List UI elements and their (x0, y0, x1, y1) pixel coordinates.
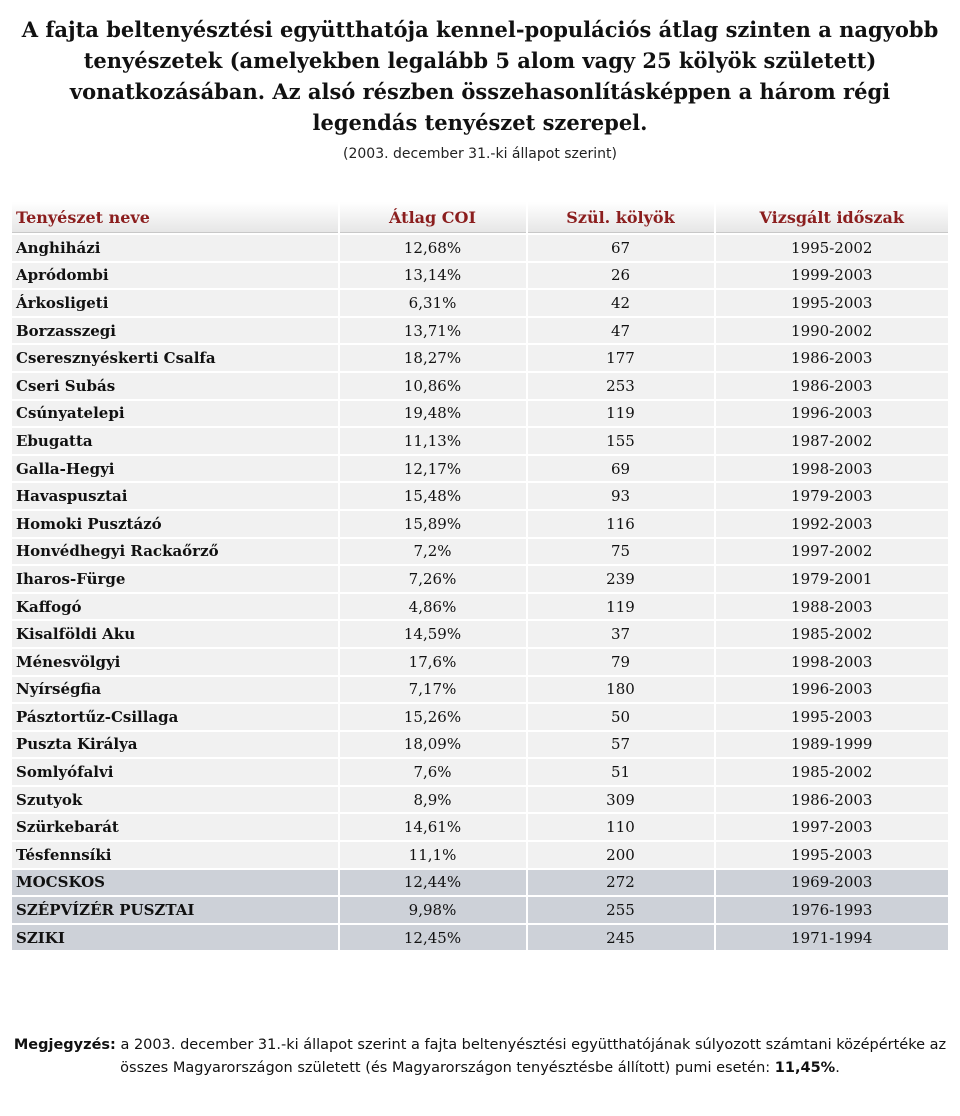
puppies-cell: 67 (528, 235, 714, 261)
table-row (12, 428, 948, 454)
kennel-name-cell: Ménesvölgyi (12, 649, 338, 675)
avg-coi-cell: 4,86% (340, 594, 526, 620)
table-row (12, 483, 948, 509)
kennel-name-cell: Kaffogó (12, 594, 338, 620)
puppies-cell: 47 (528, 318, 714, 344)
period-cell: 1971-1994 (716, 925, 949, 951)
table-row (12, 594, 948, 620)
period-cell: 1996-2003 (716, 401, 949, 427)
period-cell: 1995-2003 (716, 842, 949, 868)
kennel-name-cell: Kisalföldi Aku (12, 621, 338, 647)
kennel-name-cell: Tésfennsíki (12, 842, 338, 868)
puppies-cell: 180 (528, 677, 714, 703)
kennel-name-cell: Somlyófalvi (12, 759, 338, 785)
avg-coi-cell: 8,9% (340, 787, 526, 813)
footnote (10, 1034, 950, 1080)
table-row (12, 456, 948, 482)
avg-coi-cell: 10,86% (340, 373, 526, 399)
period-cell: 1995-2003 (716, 290, 949, 316)
table-row (12, 401, 948, 427)
period-cell: 1979-2001 (716, 566, 949, 592)
kennel-name-cell: Galla-Hegyi (12, 456, 338, 482)
puppies-cell: 272 (528, 870, 714, 896)
avg-coi-cell: 14,61% (340, 814, 526, 840)
legendary-table-row (12, 897, 948, 923)
table-row (12, 345, 948, 371)
kennel-name-cell: SZÉPVÍZÉR PUSZTAI (12, 897, 338, 923)
avg-coi-cell: 7,6% (340, 759, 526, 785)
table-row (12, 621, 948, 647)
kennel-name-cell: Anghiházi (12, 235, 338, 261)
period-cell: 1999-2003 (716, 263, 949, 289)
avg-coi-cell: 14,59% (340, 621, 526, 647)
period-cell: 1990-2002 (716, 318, 949, 344)
avg-coi-cell: 15,48% (340, 483, 526, 509)
kennel-name-cell: Szutyok (12, 787, 338, 813)
table-row (12, 290, 948, 316)
footnote-text: a 2003. december 31.-ki állapot szerint a fajta beltenyésztési együtthatójának súlyozott számtani középértéke az összes Magyarországon született (és Magyarországon tenyésztésbe állított) pumi esetén: (115, 1037, 947, 1076)
puppies-cell: 119 (528, 401, 714, 427)
period-cell: 1969-2003 (716, 870, 949, 896)
table-header-row (12, 202, 948, 233)
kennel-name-cell: Apródombi (12, 263, 338, 289)
puppies-cell: 79 (528, 649, 714, 675)
period-cell: 1986-2003 (716, 373, 949, 399)
legendary-table-row (12, 925, 948, 951)
puppies-cell: 253 (528, 373, 714, 399)
table-row (12, 732, 948, 758)
header-period: Vizsgált időszak (716, 202, 949, 233)
puppies-cell: 69 (528, 456, 714, 482)
table-body (12, 235, 948, 950)
kennel-name-cell: Szürkebarát (12, 814, 338, 840)
period-cell: 1986-2003 (716, 787, 949, 813)
avg-coi-cell: 17,6% (340, 649, 526, 675)
puppies-cell: 245 (528, 925, 714, 951)
avg-coi-cell: 12,44% (340, 870, 526, 896)
table-row (12, 263, 948, 289)
puppies-cell: 37 (528, 621, 714, 647)
kennel-name-cell: MOCSKOS (12, 870, 338, 896)
legendary-table-row (12, 870, 948, 896)
avg-coi-cell: 7,2% (340, 539, 526, 565)
table-row (12, 566, 948, 592)
coi-table (10, 200, 950, 952)
kennel-name-cell: Ebugatta (12, 428, 338, 454)
avg-coi-cell: 12,68% (340, 235, 526, 261)
puppies-cell: 42 (528, 290, 714, 316)
table-row (12, 759, 948, 785)
avg-coi-cell: 13,14% (340, 263, 526, 289)
kennel-name-cell: Homoki Pusztázó (12, 511, 338, 537)
avg-coi-cell: 11,13% (340, 428, 526, 454)
puppies-cell: 255 (528, 897, 714, 923)
puppies-cell: 239 (528, 566, 714, 592)
puppies-cell: 51 (528, 759, 714, 785)
kennel-name-cell: Cseresznyéskerti Csalfa (12, 345, 338, 371)
puppies-cell: 177 (528, 345, 714, 371)
period-cell: 1976-1993 (716, 897, 949, 923)
kennel-name-cell: Honvédhegyi Rackaőrző (12, 539, 338, 565)
period-cell: 1998-2003 (716, 456, 949, 482)
table-row (12, 842, 948, 868)
period-cell: 1986-2003 (716, 345, 949, 371)
kennel-name-cell: Borzasszegi (12, 318, 338, 344)
kennel-name-cell: Iharos-Fürge (12, 566, 338, 592)
table-row (12, 235, 948, 261)
avg-coi-cell: 12,17% (340, 456, 526, 482)
puppies-cell: 119 (528, 594, 714, 620)
period-cell: 1995-2002 (716, 235, 949, 261)
table-row (12, 511, 948, 537)
avg-coi-cell: 18,27% (340, 345, 526, 371)
puppies-cell: 110 (528, 814, 714, 840)
period-cell: 1989-1999 (716, 732, 949, 758)
period-cell: 1985-2002 (716, 759, 949, 785)
kennel-name-cell: Nyírségfia (12, 677, 338, 703)
period-cell: 1996-2003 (716, 677, 949, 703)
puppies-cell: 200 (528, 842, 714, 868)
kennel-name-cell: Csúnyatelepi (12, 401, 338, 427)
puppies-cell: 50 (528, 704, 714, 730)
table-row (12, 677, 948, 703)
table-row (12, 318, 948, 344)
period-cell: 1998-2003 (716, 649, 949, 675)
table-row (12, 373, 948, 399)
kennel-name-cell: Cseri Subás (12, 373, 338, 399)
period-cell: 1997-2003 (716, 814, 949, 840)
kennel-name-cell: Puszta Királya (12, 732, 338, 758)
avg-coi-cell: 7,26% (340, 566, 526, 592)
header-puppies-born: Szül. kölyök (528, 202, 714, 233)
period-cell: 1979-2003 (716, 483, 949, 509)
puppies-cell: 155 (528, 428, 714, 454)
table-row (12, 787, 948, 813)
period-cell: 1985-2002 (716, 621, 949, 647)
period-cell: 1995-2003 (716, 704, 949, 730)
kennel-name-cell: SZIKI (12, 925, 338, 951)
header-kennel-name: Tenyészet neve (12, 202, 338, 233)
puppies-cell: 26 (528, 263, 714, 289)
footnote-label: Megjegyzés: (13, 1037, 116, 1053)
table-row (12, 704, 948, 730)
header-avg-coi: Átlag COI (340, 202, 526, 233)
avg-coi-cell: 13,71% (340, 318, 526, 344)
avg-coi-cell: 9,98% (340, 897, 526, 923)
puppies-cell: 116 (528, 511, 714, 537)
avg-coi-cell: 12,45% (340, 925, 526, 951)
avg-coi-cell: 7,17% (340, 677, 526, 703)
period-cell: 1992-2003 (716, 511, 949, 537)
footnote-end: . (835, 1060, 840, 1076)
avg-coi-cell: 6,31% (340, 290, 526, 316)
table-row (12, 539, 948, 565)
kennel-name-cell: Havaspusztai (12, 483, 338, 509)
period-cell: 1997-2002 (716, 539, 949, 565)
period-cell: 1987-2002 (716, 428, 949, 454)
footnote-value: 11,45% (774, 1060, 836, 1076)
avg-coi-cell: 18,09% (340, 732, 526, 758)
avg-coi-cell: 11,1% (340, 842, 526, 868)
kennel-name-cell: Árkosligeti (12, 290, 338, 316)
page-title: A fajta beltenyésztési együtthatója kennel-populációs átlag szinten a nagyobb tenyészetek (amelyekben legalább 5 alom vagy 25 kölyök született) vonatkozásában. Az alsó részben összehasonlításképpen a három régi legendás tenyészet szerepel. (21, 17, 939, 135)
avg-coi-cell: 19,48% (340, 401, 526, 427)
period-cell: 1988-2003 (716, 594, 949, 620)
table-row (12, 649, 948, 675)
puppies-cell: 309 (528, 787, 714, 813)
avg-coi-cell: 15,26% (340, 704, 526, 730)
table-row (12, 814, 948, 840)
kennel-name-cell: Pásztortűz-Csillaga (12, 704, 338, 730)
puppies-cell: 57 (528, 732, 714, 758)
puppies-cell: 93 (528, 483, 714, 509)
avg-coi-cell: 15,89% (340, 511, 526, 537)
puppies-cell: 75 (528, 539, 714, 565)
page-subtitle: (2003. december 31.-ki állapot szerint) (343, 146, 617, 162)
